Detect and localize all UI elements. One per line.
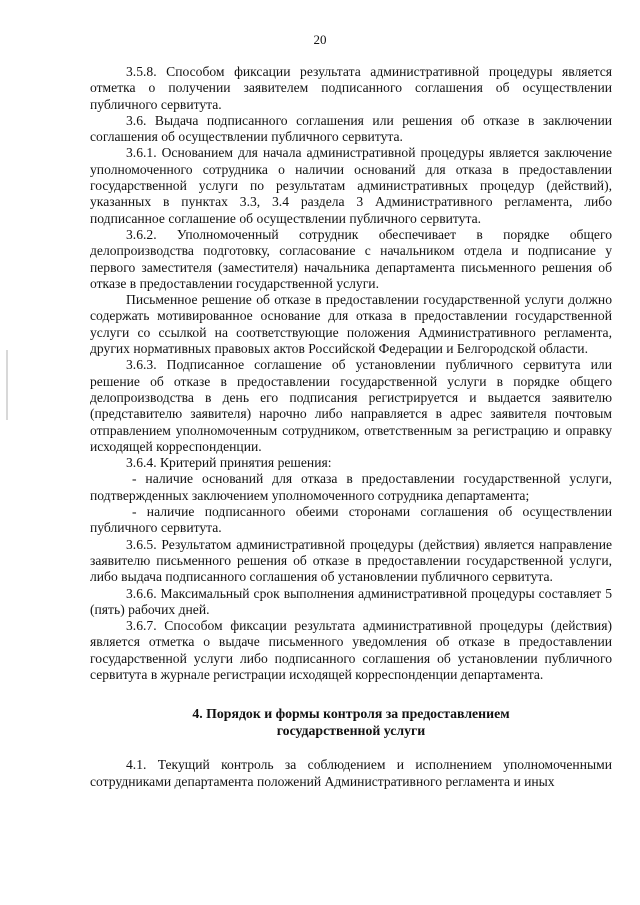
paragraph-3-6-2: 3.6.2. Уполномоченный сотрудник обеспечивает в порядке общего делопроизводства подготовку, согласование с начальником отдела и подписание у первого заместителя (заместителя) начальника департамента письменного решения об отказе в предоставлении государственной услуги. — [90, 226, 612, 291]
paragraph-3-6-6: 3.6.6. Максимальный срок выполнения административной процедуры составляет 5 (пять) рабочих дней. — [90, 585, 612, 617]
page-number: 20 — [313, 32, 327, 47]
paragraph-3-6-1: 3.6.1. Основанием для начала административной процедуры является заключение уполномоченного сотрудника о наличии оснований для отказа в предоставлении государственной услуги по результатам административных процедур (действий), указанных в пунктах 3.3, 3.4 раздела 3 Административного регламента, либо подписанное соглашение об осуществлении публичного сервитута. — [90, 145, 612, 226]
scan-margin-mark — [6, 350, 8, 420]
paragraph-3-6-4: 3.6.4. Критерий принятия решения: — [126, 455, 332, 471]
paragraph-3-6: 3.6. Выдача подписанного соглашения или решения об отказе в заключении соглашения об осуществлении публичного сервитута. — [90, 112, 612, 145]
criterion-list-item: - наличие оснований для отказа в предоставлении государственной услуги, подтвержденных заключением уполномоченного сотрудника департамента; — [90, 471, 612, 503]
section-heading — [90, 705, 612, 739]
paragraph-3-6-7: 3.6.7. Способом фиксации результата административной процедуры (действия) является отметка о выдаче письменного уведомления об отказе в предоставлении государственной услуги либо подписанного соглашения об установлении публичного сервитута в журнале регистрации исходящей корреспонденции департамента. — [90, 618, 612, 682]
criterion-list-item: - наличие подписанного обеими сторонами соглашения об осуществлении публичного сервитута. — [90, 504, 612, 536]
section-heading-line-1: 4. Порядок и формы контроля за предоставлением — [192, 706, 510, 722]
paragraph-3-5-8: 3.5.8. Способом фиксации результата административной процедуры является отметка о получении заявителем подписанного соглашения об осуществлении публичного сервитута. — [90, 64, 612, 112]
paragraph-4-1: 4.1. Текущий контроль за соблюдением и исполнением уполномоченными сотрудниками департамента положений Административного регламента и иных — [90, 757, 612, 789]
document-body — [90, 64, 612, 790]
paragraph-3-6-3: 3.6.3. Подписанное соглашение об установлении публичного сервитута или решение об отказе в предоставлении государственной услуги в порядке общего делопроизводства в день его подписания регистрируется и выдается заявителю (представителю заявителя) нарочно либо направляется в адрес заявителя почтовым отправлением уполномоченным сотрудником, ответственным за регистрацию и оправку исходящей корреспонденции. — [90, 357, 612, 454]
paragraph-written-decision: Письменное решение об отказе в предоставлении государственной услуги должно содержать мотивированное основание для отказа в предоставлении государственной услуги со ссылкой на соответствующие положения Административного регламента, других нормативных правовых актов Российской Федерации и Белгородской области. — [90, 292, 612, 357]
section-heading-line-2: государственной услуги — [276, 723, 426, 739]
paragraph-3-6-5: 3.6.5. Результатом административной процедуры (действия) является направление заявителю письменного решения об отказе в предоставлении государственной услуги, либо выдача подписанного соглашения об установлении публичного сервитута. — [90, 536, 612, 585]
